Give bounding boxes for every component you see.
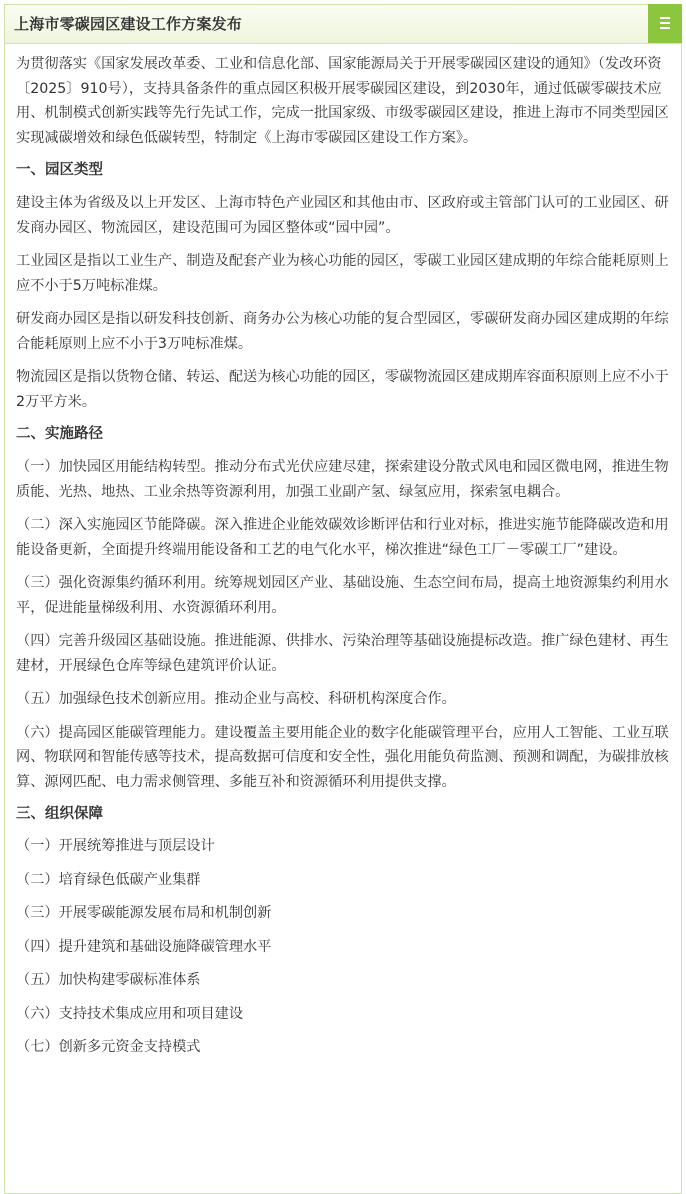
page-title: 上海市零碳园区建设工作方案发布 [14, 15, 243, 33]
list-item: （七）创新多元资金支持模式 [16, 1039, 201, 1055]
paragraph: 工业园区是指以工业生产、制造及配套产业为核心功能的园区，零碳工业园区建成期的年综合能耗原则上应不小于5万吨标准煤。 [16, 253, 669, 294]
paragraph: （四）完善升级园区基础设施。推进能源、供排水、污染治理等基础设施提标改造。推广绿色建材、再生建材，开展绿色仓库等绿色建筑评价认证。 [16, 633, 669, 674]
article-header [5, 5, 681, 44]
paragraph: 建设主体为省级及以上开发区、上海市特色产业园区和其他由市、区政府或主管部门认可的工业园区、研发商办园区、物流园区，建设范围可为园区整体或“园中园”。 [16, 195, 669, 236]
list-item: （三）开展零碳能源发展布局和机制创新 [16, 905, 272, 921]
section-heading-organization: 三、组织保障 [16, 806, 103, 822]
list-item: （四）提升建筑和基础设施降碳管理水平 [16, 938, 272, 955]
paragraph: （三）强化资源集约循环利用。统筹规划园区产业、基础设施、生态空间布局，提高土地资源集约利用水平，促进能量梯级利用、水资源循环利用。 [16, 575, 669, 616]
paragraph: （六）提高园区能碳管理能力。建设覆盖主要用能企业的数字化能碳管理平台，应用人工智能、工业互联网、物联网和智能传感等技术，提高数据可信度和安全性，强化用能负荷监测、预测和调配，为碳排放核算、源网匹配、电力需求侧管理、多能互补和资源循环利用提供支撑。 [16, 724, 669, 790]
list-item: （二）培育绿色低碳产业集群 [16, 871, 201, 888]
intro-paragraph: 为贯彻落实《国家发展改革委、工业和信息化部、国家能源局关于开展零碳园区建设的通知》（发改环资〔2025〕910号），支持具备条件的重点园区积极开展零碳园区建设，到2030年，通过低碳零碳技术应用、机制模式创新实践等先行先试工作，完成一批国家级、市级零碳园区建设，推进上海市不同类型园区实现减碳增效和绿色低碳转型，特制定《上海市零碳园区建设工作方案》。 [16, 56, 669, 146]
section-heading-implementation: 二、实施路径 [16, 426, 103, 442]
list-item: （五）加快构建零碳标准体系 [16, 972, 201, 988]
paragraph: （二）深入实施园区节能降碳。深入推进企业能效碳效诊断评估和行业对标，推进实施节能降碳改造和用能设备更新，全面提升终端用能设备和工艺的电气化水平，梯次推进“绿色工厂－零碳工厂”建设。 [16, 517, 669, 558]
paragraph: （五）加强绿色技术创新应用。推动企业与高校、科研机构深度合作。 [16, 691, 456, 707]
list-item: （六）支持技术集成应用和项目建设 [16, 1005, 244, 1022]
section-heading-park-types: 一、园区类型 [16, 162, 103, 178]
article-body [5, 44, 681, 1060]
hamburger-menu-icon[interactable] [648, 4, 682, 43]
paragraph: （一）加快园区用能结构转型。推动分布式光伏应建尽建，探索建设分散式风电和园区微电网，推进生物质能、光热、地热、工业余热等资源利用，加强工业副产氢、绿氢应用，探索氢电耦合。 [16, 459, 669, 500]
article-panel [4, 4, 682, 1194]
list-item: （一）开展统筹推进与顶层设计 [16, 838, 215, 854]
paragraph: 物流园区是指以货物仓储、转运、配送为核心功能的园区，零碳物流园区建成期库容面积原则上应不小于2万平方米。 [16, 369, 669, 410]
paragraph: 研发商办园区是指以研发科技创新、商务办公为核心功能的复合型园区，零碳研发商办园区建成期的年综合能耗原则上应不小于3万吨标准煤。 [16, 311, 669, 352]
